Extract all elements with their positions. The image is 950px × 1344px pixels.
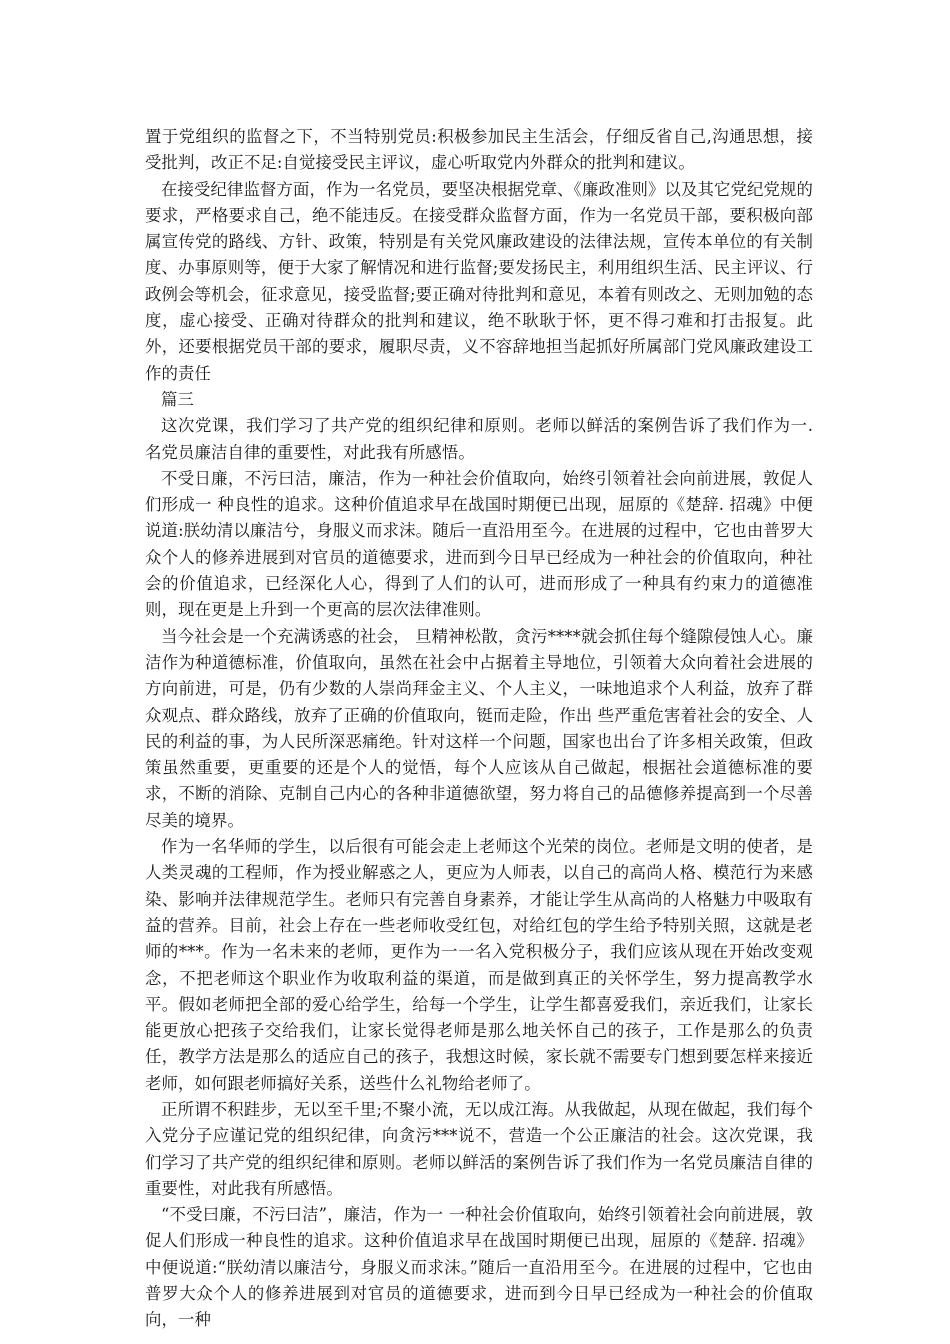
paragraph-intro: 这次党课，我们学习了共产党的组织纪律和原则。老师以鲜活的案例告诉了我们作为一. 名党员廉洁自律的重要性，对此我有所感悟。: [145, 416, 813, 462]
paragraph-teacher-role: 作为一名华师的学生，以后很有可能会走上老师这个光荣的岗位。老师是文明的使者，是人类灵魂的工程师，作为授业解惑之人，更应为人师表，以自己的高尚人格、模范行为来感染、影响并法律规范学生。老师只有完善自身素养，才能让学生从高尚的人格魅力中吸取有益的营养。目前，社会上存在一些老师收受红包，对给红包的学生给予特别关照，这就是老师的***。作为一名未来的老师，更作为一一名入党积极分子，我们应该从现在开始改变观念，不把老师这个职业作为收取利益的渠道，而是做到真正的关怀学生，努力提高教学水平。假如老师把全部的爱心给学生，给每一个学生，让学生都喜爱我们，亲近我们，让家长能更放心把孩子交给我们，让家长觉得老师是那么地关怀自己的孩子，工作是那么的负责任，教学方法是那么的适应自己的孩子，我想这时候，家长就不需要专门想到要怎样来接近老师，如何跟老师搞好关系，送些什么礼物给老师了。: [145, 837, 813, 1093]
section-heading: 篇三: [161, 389, 194, 409]
paragraph-supervision: 在接受纪律监督方面，作为一名党员，要坚决根据党章、《廉政准则》以及其它党纪党规的要求，严格要求自己，绝不能违反。在接受群众监督方面，作为一名党员干部，要积极向部属宣传党的路线、方针、政策，特别是有关党风廉政建设的法律法规，宣传本单位的有关制度、办事原则等，便于大家了解情况和进行监督;要发扬民主，利用组织生活、民主评议、行政例会等机会，征求意见，接受监督;要正确对待批判和意见，本着有则改之、无则加勉的态度，虚心接受、正确对待群众的批判和建议，绝不耿耿于怀，更不得刁难和打击报复。此外，还要根据党员干部的要求，履职尽责，义不容辞地担当起抓好所属部门党风廉政建设工作的责任: [145, 179, 813, 383]
paragraph-society-temptation: 当今社会是一个充满诱惑的社会， 旦精神松散，贪污****就会抓住每个缝隙侵蚀人心。廉洁作为种道德标准，价值取向，虽然在社会中占据着主导地位，引领着大众向着社会进展的方向前进，可是，仍有少数的人崇尚拜金主义、个人主义，一味地追求个人利益，放弃了群众观点、群众路线，放弃了正确的价值取向，铤而走险，作出 些严重危害着社会的安全、人民的利益的事，为人民所深恶痛绝。针对这样一个问题，国家也出台了许多相关政策，但政策虽然重要，更重要的还是个人的觉悟，每个人应该从自己做起，根据社会道德标准的要求，不断的消除、克制自己内心的各种非道德欲望，努力将自己的品德修养提高到一个尽善尽美的境界。: [145, 626, 813, 830]
paragraph-continuation: 置于党组织的监督之下，不当特别党员:积极参加民主生活会，仔细反省自己,沟通思想，接受批判，改正不足:自觉接受民主评议，虚心听取党内外群众的批判和建议。: [145, 127, 813, 173]
document-body: [145, 124, 813, 1334]
paragraph-conclusion: 正所谓不积跬步，无以至千里;不聚小流，无以成江海。从我做起，从现在做起，我们每个入党分子应谨记党的组织纪律，向贪污***说不，营造一个公正廉洁的社会。这次党课，我们学习了共产党的组织纪律和原则。老师以鲜活的案例告诉了我们作为一名党员廉洁自律的重要性，对此我有所感悟。: [145, 1099, 813, 1198]
paragraph-repeat: “不受曰廉，不污曰洁”，廉洁，作为一 一种社会价值取向，始终引领着社会向前进展，敦促人们形成一种良性的追求。这种价值追求早在战国时期便已出现，屈原的《楚辞. 招魂》中便说道:“朕幼清以廉洁兮，身服义而求沫。”随后一直沿用至今。在进展的过程中，它也由普罗大众个人的修养进展到对官员的道德要求，进而到今日早已经成为一种社会的价值取向，一种: [145, 1205, 813, 1330]
paragraph-integrity-definition: 不受日廉，不污曰洁，廉洁，作为一种社会价值取向，始终引领着社会向前进展，敦促人们形成一 种良性的追求。这种价值追求早在战国时期便已出现，屈原的《楚辞. 招魂》中便说道:朕幼清以廉洁兮，身服义而求沫。随后一直沿用至今。在进展的过程中，它也由普罗大众个人的修养进展到对官员的道德要求，进而到今日早已经成为一种社会的价值取向，种社会的价值追求，已经深化人心，得到了人们的认可，进而形成了一种具有约束力的道德准则，现在更是上升到一个更高的层次法律准则。: [145, 468, 813, 620]
